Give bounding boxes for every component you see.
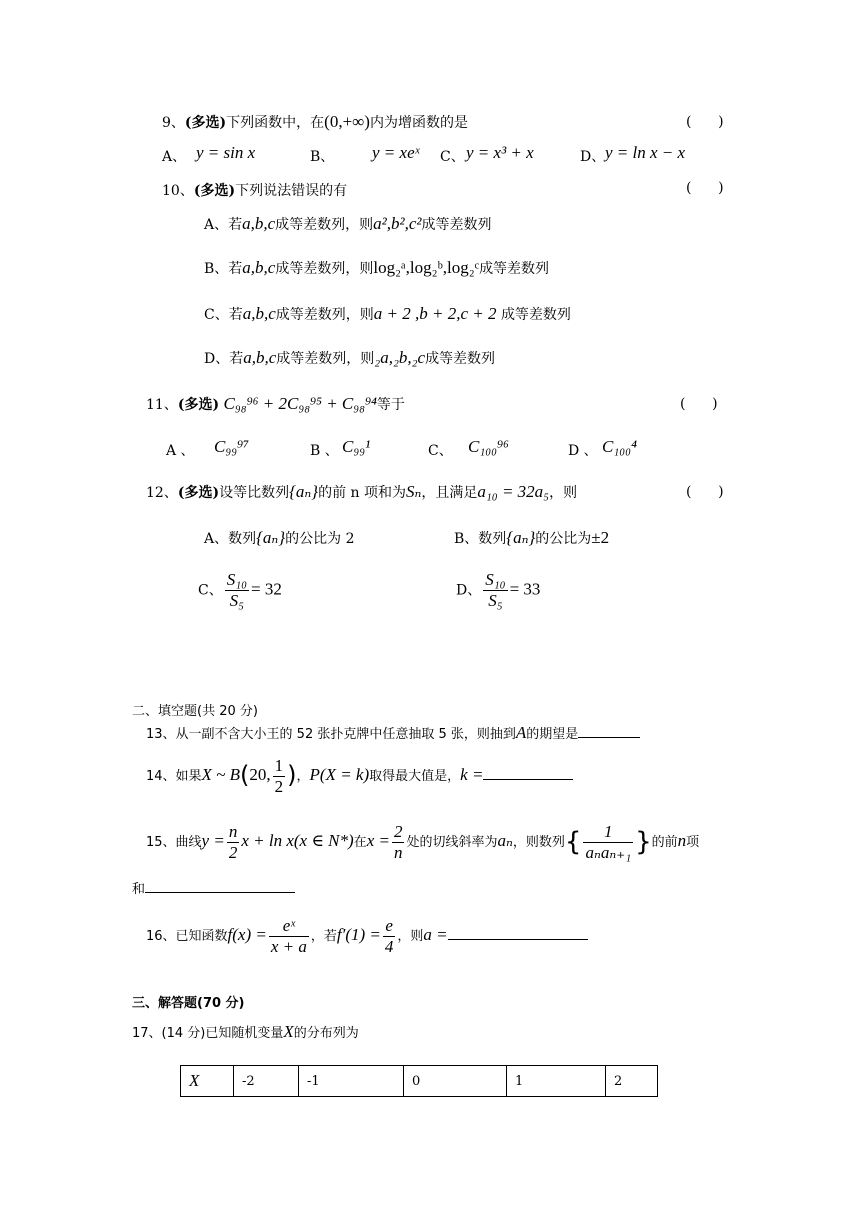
q11-answer-paren: ( ) xyxy=(680,396,718,412)
q14-answer-blank xyxy=(483,765,573,780)
q11-option-b: B 、 xyxy=(310,443,339,459)
q12-stem: 12、(多选)设等比数列{aₙ}的前 n 项和为Sₙ，且满足a₁₀ = 32a₅，则 xyxy=(146,482,578,501)
q12-option-c: C、 $\frac{\text{S₁₀}}{\text{S₅}}$ = 32 xyxy=(198,570,282,610)
q11-option-b-formula: C₉₉¹ xyxy=(342,437,371,456)
q15: 15、曲线y = $\frac{n}{2}$ x + ln x(x ∈ N*)在x = $\frac{2}{n}$ 处的切线斜率为aₙ，则数列{ $\frac{1}{\text{aₙaₙ₊₁}}$ }的前n项 xyxy=(146,822,700,862)
q11-option-d-formula: C₁₀₀⁴ xyxy=(602,437,637,456)
q9-option-c: C、 xyxy=(440,149,465,165)
q10-option-d: D、若a,b,c成等差数列，则₂a,₂b,₂c成等差数列 xyxy=(204,348,496,367)
q15-cont: 和 xyxy=(132,878,295,897)
q16-answer-blank xyxy=(448,925,588,940)
q17: 17、(14 分)已知随机变量X的分布列为 xyxy=(132,1022,359,1041)
q11-option-d: D 、 xyxy=(568,443,598,459)
q10-option-a: A、若a,b,c成等差数列，则a²,b²,c²成等差数列 xyxy=(204,214,492,233)
q9-option-d: D、 xyxy=(580,149,606,165)
q10-option-c: C、若a,b,c成等差数列，则a + 2 ,b + 2,c + 2 成等差数列 xyxy=(204,304,571,323)
q12-condition: a₁₀ = 32a₅ xyxy=(477,482,550,501)
table-cell: 2 xyxy=(606,1066,658,1097)
q9-interval: (0,+∞) xyxy=(324,112,370,131)
table-cell: 0 xyxy=(404,1066,507,1097)
table-cell: 1 xyxy=(507,1066,606,1097)
distribution-table xyxy=(180,1065,658,1097)
q11-option-a-formula: C₉₉⁹⁷ xyxy=(214,437,249,456)
table-cell: -1 xyxy=(299,1066,404,1097)
table-header-cell: X xyxy=(181,1066,234,1097)
q9-stem: 9、(多选)下列函数中，在(0,+∞)内为增函数的是 xyxy=(162,112,468,131)
table-row xyxy=(181,1066,658,1097)
q11-option-c: C、 xyxy=(428,443,453,459)
q11-option-a: A 、 xyxy=(166,443,195,459)
q9-option-a: A、 xyxy=(162,149,187,165)
q9-option-b-formula: y = xeˣ xyxy=(372,143,420,162)
q11-expression: C₉₈⁹⁶ + 2C₉₈⁹⁵ + C₉₈⁹⁴ xyxy=(223,394,377,413)
table-cell: -2 xyxy=(234,1066,299,1097)
q10-option-b: B、若a,b,c成等差数列，则log₂ᵃ,log₂ᵇ,log₂ᶜ成等差数列 xyxy=(204,258,550,277)
q12-option-d: D、 $\frac{\text{S₁₀}}{\text{S₅}}$ = 33 xyxy=(456,570,541,610)
q13-answer-blank xyxy=(578,723,640,738)
q10-stem: 10、(多选)下列说法错误的有 xyxy=(162,183,348,199)
q12-option-b: B、数列{aₙ}的公比为±2 xyxy=(454,528,610,547)
section-3-title: 三、解答题(70 分) xyxy=(132,996,245,1011)
q15-answer-blank xyxy=(145,878,295,893)
q10-answer-paren: ( ) xyxy=(686,180,724,196)
q9-answer-paren: ( ) xyxy=(686,114,724,130)
q12-option-a: A、数列{aₙ}的公比为 2 xyxy=(204,528,355,547)
q11-option-c-formula: C₁₀₀⁹⁶ xyxy=(468,437,509,456)
q9-option-d-formula: y = ln x − x xyxy=(605,143,686,162)
q13: 13、从一副不含大小王的 52 张扑克牌中任意抽取 5 张，则抽到A的期望是 xyxy=(146,723,640,743)
q9-option-b: B、 xyxy=(310,149,335,165)
q9-option-a-formula: y = sin x xyxy=(196,143,256,162)
q14: 14、如果X ~ B(20, $\frac{1}{2}$ )，P(X = k)取得最大值是，k = xyxy=(146,756,573,797)
section-2-title: 二、填空题(共 20 分) xyxy=(132,704,258,719)
q12-sequence: {aₙ} xyxy=(289,482,319,501)
q9-option-c-formula: y = x³ + x xyxy=(466,143,534,162)
q16: 16、已知函数f(x) = $\frac{\text{eˣ}}{x + a}$ ，若f′(1) = $\frac{e}{4}$ ，则a = xyxy=(146,916,588,957)
q11-stem: 11、(多选) C₉₈⁹⁶ + 2C₉₈⁹⁵ + C₉₈⁹⁴等于 xyxy=(146,394,405,413)
q12-answer-paren: ( ) xyxy=(686,484,724,500)
